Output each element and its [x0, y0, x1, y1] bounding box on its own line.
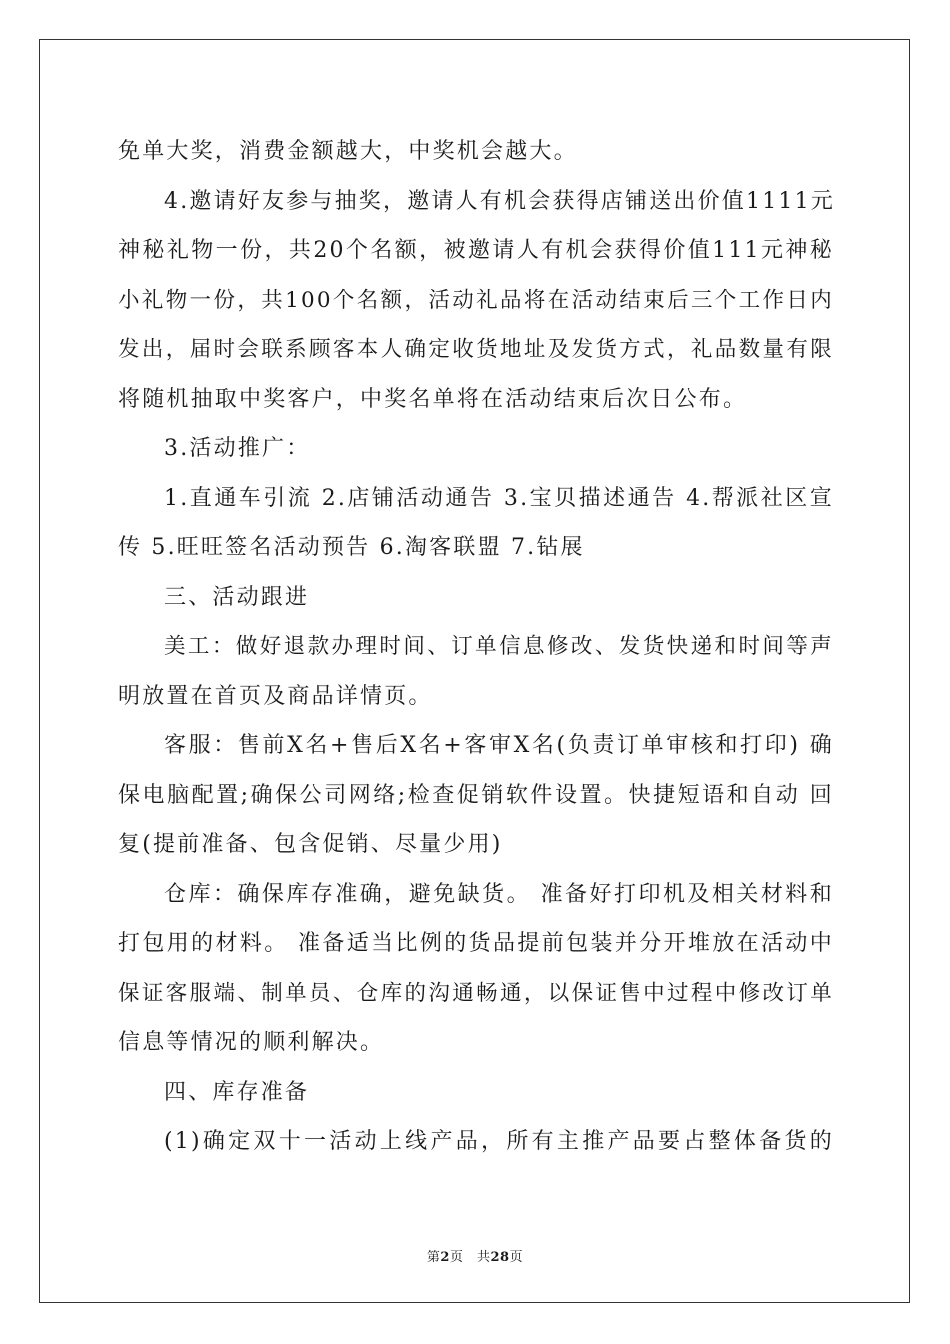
page-footer [0, 1246, 950, 1265]
paragraph-line: 发出，届时会联系顾客本人确定收货地址及发货方式，礼品数量有限 [118, 337, 834, 362]
document-body [118, 127, 834, 1167]
paragraph-line: 保电脑配置;确保公司网络;检查促销软件设置。快捷短语和自动 回 [118, 782, 834, 808]
paragraph-line: 明放置在首页及商品详情页。 [118, 683, 433, 709]
page-suffix: 页 [509, 1250, 524, 1265]
page-mid: 页 共 [449, 1250, 491, 1265]
paragraph-line: 神秘礼物一份，共20个名额，被邀请人有机会获得价值111元神秘 [118, 238, 834, 263]
total-page-number: 28 [490, 1250, 510, 1265]
paragraph-line: (1)确定双十一活动上线产品，所有主推产品要占整体备货的 [164, 1129, 834, 1154]
section-heading: 四、库存准备 [164, 1079, 310, 1105]
paragraph-line: 4.邀请好友参与抽奖，邀请人有机会获得店铺送出价值1111元 [164, 188, 835, 214]
paragraph-line: 传 5.旺旺签名活动预告 6.淘客联盟 7.钻展 [118, 535, 585, 560]
paragraph-line: 美工：做好退款办理时间、订单信息修改、发货快递和时间等声 [164, 634, 834, 659]
paragraph-line: 客服：售前X名+售后X名+客审X名(负责订单审核和打印) 确 [164, 733, 834, 758]
paragraph-line: 仓库：确保库存准确，避免缺货。 准备好打印机及相关材料和 [164, 881, 834, 907]
paragraph-line: 信息等情况的顺利解决。 [118, 1030, 385, 1055]
paragraph-line: 免单大奖，消费金额越大，中奖机会越大。 [118, 139, 578, 164]
current-page-number: 2 [440, 1250, 450, 1265]
section-heading: 3.活动推广： [164, 436, 311, 461]
paragraph-line: 复(提前准备、包含促销、尽量少用) [118, 832, 503, 857]
section-heading: 三、活动跟进 [164, 584, 310, 610]
paragraph-line: 将随机抽取中奖客户，中奖名单将在活动结束后次日公布。 [118, 386, 748, 412]
paragraph-line: 1.直通车引流 2.店铺活动通告 3.宝贝描述通告 4.帮派社区宣 [164, 485, 834, 511]
paragraph-line: 保证客服端、制单员、仓库的沟通畅通，以保证售中过程中修改订单 [118, 980, 834, 1006]
paragraph-line: 打包用的材料。 准备适当比例的货品提前包装并分开堆放在活动中 [118, 931, 834, 956]
paragraph-line: 小礼物一份，共100个名额，活动礼品将在活动结束后三个工作日内 [118, 287, 834, 313]
page-prefix: 第 [426, 1250, 441, 1265]
